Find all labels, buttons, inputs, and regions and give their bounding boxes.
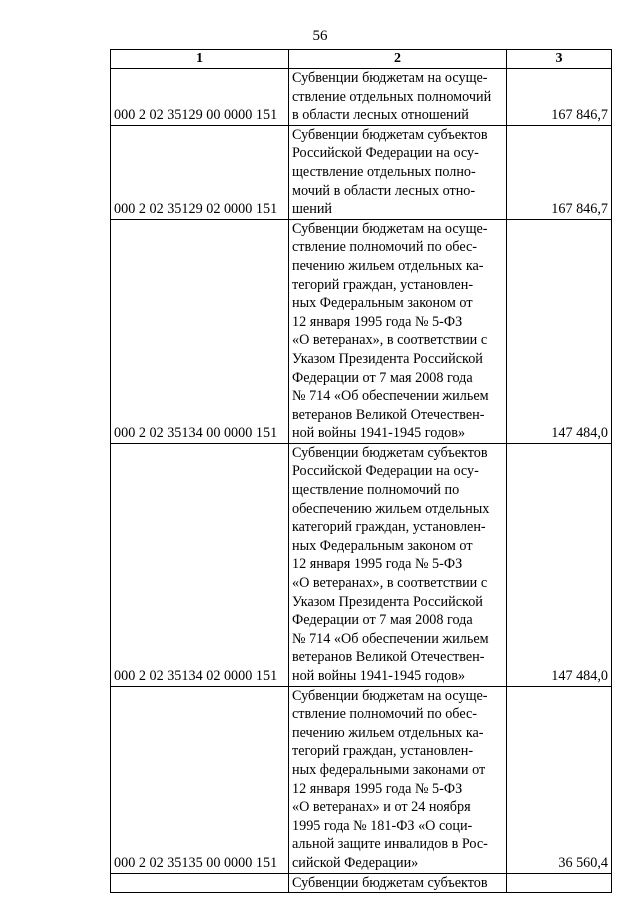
amount-cell bbox=[507, 873, 612, 893]
table-row bbox=[111, 125, 612, 219]
budget-item-name-line: Субвенции бюджетам субъектов bbox=[292, 874, 488, 891]
budget-item-name-line: 12 января 1995 года № 5-ФЗ bbox=[292, 556, 463, 573]
budget-item-name-cell bbox=[289, 686, 507, 873]
budget-code-cell: 000 2 02 35129 00 0000 151 bbox=[111, 69, 289, 126]
budget-item-name-line: Указом Президента Российской bbox=[292, 593, 483, 610]
budget-item-name-line: печению жильем отдельных ка- bbox=[292, 724, 484, 741]
budget-item-name-line: ствление полномочий по обес- bbox=[292, 239, 478, 256]
table-body bbox=[111, 69, 612, 893]
column-header-amount: 3 bbox=[507, 50, 612, 69]
amount-cell: 147 484,0 bbox=[507, 219, 612, 443]
budget-item-name-line: Субвенции бюджетам на осуще- bbox=[292, 687, 488, 704]
budget-item-name-line: № 714 «Об обеспечении жильем bbox=[292, 630, 489, 647]
table-row bbox=[111, 69, 612, 126]
budget-item-name-line: ветеранов Великой Отечествен- bbox=[292, 406, 485, 423]
budget-item-name-line: 12 января 1995 года № 5-ФЗ bbox=[292, 780, 463, 797]
budget-item-name-line: ществление полномочий по bbox=[292, 482, 460, 499]
budget-item-name-line: категорий граждан, установлен- bbox=[292, 519, 486, 536]
budget-item-name-line: ных федеральными законами от bbox=[292, 761, 486, 778]
budget-item-name-line: обеспечению жильем отдельных bbox=[292, 500, 490, 517]
budget-item-name-line: Субвенции бюджетам на осуще- bbox=[292, 70, 488, 86]
table-row bbox=[111, 873, 612, 893]
budget-item-name-line: Федерации от 7 мая 2008 года bbox=[292, 369, 473, 386]
budget-item-name-line: тегорий граждан, установлен- bbox=[292, 743, 474, 760]
budget-code-cell: 000 2 02 35129 02 0000 151 bbox=[111, 125, 289, 219]
budget-item-name-line: ной войны 1941-1945 годов» bbox=[292, 425, 466, 442]
table-row bbox=[111, 443, 612, 686]
budget-code-cell: 000 2 02 35134 00 0000 151 bbox=[111, 219, 289, 443]
budget-code-cell: 000 2 02 35134 02 0000 151 bbox=[111, 443, 289, 686]
amount-cell: 36 560,4 bbox=[507, 686, 612, 873]
table-row bbox=[111, 686, 612, 873]
budget-item-name-line: альной защите инвалидов в Рос- bbox=[292, 836, 488, 853]
budget-item-name-line: ных Федеральным законом от bbox=[292, 537, 473, 554]
budget-item-name-line: «О ветеранах», в соответствии с bbox=[292, 332, 488, 349]
budget-item-name-line: шений bbox=[292, 201, 332, 218]
budget-item-name-line: «О ветеранах», в соответствии с bbox=[292, 575, 488, 592]
budget-item-name-cell bbox=[289, 125, 507, 219]
budget-item-name-line: ствление полномочий по обес- bbox=[292, 706, 478, 723]
amount-cell: 167 846,7 bbox=[507, 69, 612, 126]
budget-item-name-line: ных Федеральным законом от bbox=[292, 295, 473, 312]
budget-item-name-cell bbox=[289, 443, 507, 686]
budget-item-name-line: Российской Федерации на осу- bbox=[292, 463, 479, 480]
budget-item-name-cell bbox=[289, 69, 507, 126]
budget-item-name-line: Российской Федерации на осу- bbox=[292, 145, 479, 162]
budget-item-name-line: ветеранов Великой Отечествен- bbox=[292, 649, 485, 666]
budget-item-name-line: тегорий граждан, установлен- bbox=[292, 276, 474, 293]
column-header-name: 2 bbox=[289, 50, 507, 69]
budget-item-name-line: ществление отдельных полно- bbox=[292, 163, 476, 180]
page-number: 56 bbox=[312, 28, 328, 44]
budget-code-cell bbox=[111, 873, 289, 893]
budget-item-name-cell bbox=[289, 219, 507, 443]
table-row bbox=[111, 219, 612, 443]
budget-item-name-line: Субвенции бюджетам на осуще- bbox=[292, 220, 488, 237]
budget-item-name-line: № 714 «Об обеспечении жильем bbox=[292, 388, 489, 405]
budget-item-name-line: мочий в области лесных отно- bbox=[292, 182, 476, 199]
budget-item-name-cell bbox=[289, 873, 507, 893]
budget-item-name-line: «О ветеранах» и от 24 ноября bbox=[292, 799, 471, 816]
budget-code-cell: 000 2 02 35135 00 0000 151 bbox=[111, 686, 289, 873]
budget-item-name-line: ной войны 1941-1945 годов» bbox=[292, 668, 466, 684]
budget-item-name-line: сийской Федерации» bbox=[292, 854, 419, 871]
column-header-code: 1 bbox=[111, 50, 289, 69]
table-header-row bbox=[111, 50, 612, 69]
budget-item-name-line: 12 января 1995 года № 5-ФЗ bbox=[292, 313, 463, 330]
budget-item-name-line: Субвенции бюджетам субъектов bbox=[292, 126, 488, 143]
budget-item-name-line: ствление отдельных полномочий bbox=[292, 88, 492, 105]
budget-item-name-line: печению жильем отдельных ка- bbox=[292, 257, 484, 274]
budget-table bbox=[110, 49, 612, 893]
budget-item-name-line: Указом Президента Российской bbox=[292, 350, 483, 367]
amount-cell: 167 846,7 bbox=[507, 125, 612, 219]
budget-item-name-line: Федерации от 7 мая 2008 года bbox=[292, 612, 473, 629]
budget-item-name-line: 1995 года № 181-ФЗ «О соци- bbox=[292, 817, 473, 834]
budget-item-name-line: в области лесных отношений bbox=[292, 107, 469, 124]
budget-item-name-line: Субвенции бюджетам субъектов bbox=[292, 444, 488, 461]
amount-cell: 147 484,0 bbox=[507, 443, 612, 686]
